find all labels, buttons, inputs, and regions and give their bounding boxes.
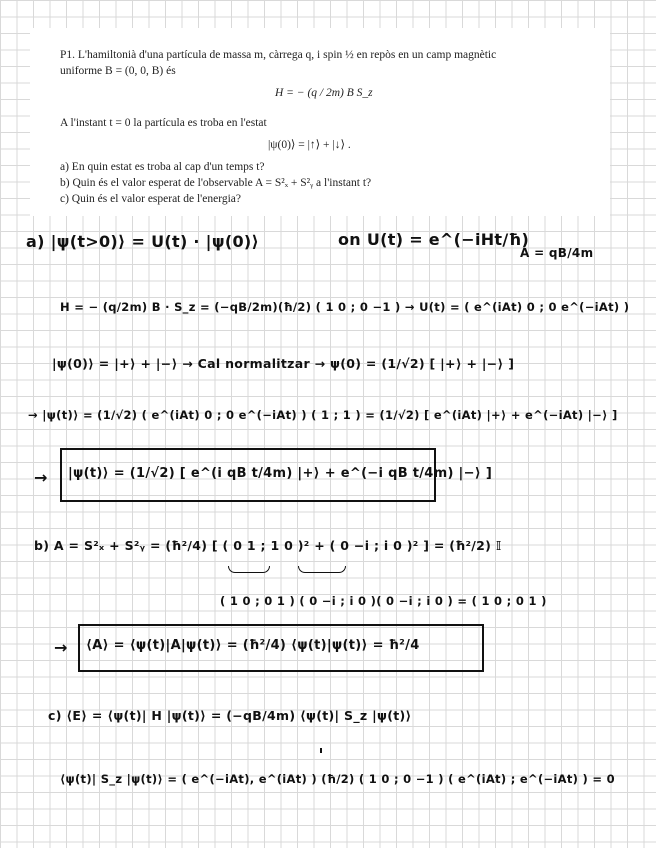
solution-a-on: on U(t) = e^(−iHt/ħ) xyxy=(338,230,530,249)
solution-c-line-1: c) ⟨E⟩ = ⟨ψ(t)| H |ψ(t)⟩ = (−qB/4m) ⟨ψ(t)| S_z |ψ(t)⟩ xyxy=(48,708,412,723)
question-a: a) En quin estat es troba al cap d'un temps t? xyxy=(60,161,265,173)
solution-a-line-3: |ψ(0)⟩ = |+⟩ + |−⟩ → Cal normalitzar → ψ(0) = (1/√2) [ |+⟩ + |−⟩ ] xyxy=(52,356,515,371)
solution-a-line-1: a) |ψ(t>0)⟩ = U(t) · |ψ(0)⟩ xyxy=(26,232,260,251)
solution-b-line-1: b) A = S²ₓ + S²ᵧ = (ħ²/4) [ ( 0 1 ; 1 0 )² + ( 0 −i ; i 0 )² ] = (ħ²/2) 𝕀 xyxy=(34,538,502,553)
brace-sigma-y xyxy=(298,566,346,573)
solution-a-line-2: H = − (q/2m) B · S_z = (−qB/2m)(ħ/2) ( 1 0 ; 0 −1 ) → U(t) = ( e^(iAt) 0 ; 0 e^(−iAt) ) xyxy=(60,300,630,314)
arrow-b-result: → xyxy=(54,638,68,657)
problem-line-3: A l'instant t = 0 la partícula es troba en l'estat xyxy=(60,117,267,129)
initial-state-equation: |ψ(0)⟩ = |↑⟩ + |↓⟩ . xyxy=(268,139,351,151)
problem-line-1: P1. L'hamiltonià d'una partícula de massa m, càrrega q, i spin ½ en repòs en un camp magnètic xyxy=(60,49,497,61)
boxed-result-a-text: |ψ(t)⟩ = (1/√2) [ e^(i qB t/4m) |+⟩ + e^(−i qB t/4m) |−⟩ ] xyxy=(68,466,493,481)
solution-b-line-2: ( 1 0 ; 0 1 ) ( 0 −i ; i 0 )( 0 −i ; i 0 ) = ( 1 0 ; 0 1 ) xyxy=(220,594,547,608)
solution-a-line-4: → |ψ(t)⟩ = (1/√2) ( e^(iAt) 0 ; 0 e^(−iAt) ) ( 1 ; 1 ) = (1/√2) [ e^(iAt) |+⟩ + e^(−iAt) |−⟩ ] xyxy=(28,408,618,422)
question-b: b) Quin és el valor esperat de l'observable A = S²ₓ + S²ᵧ a l'instant t? xyxy=(60,177,372,189)
solution-a-A-definition: A = qB/4m xyxy=(520,246,594,260)
arrow-a-result: → xyxy=(34,468,48,487)
problem-line-2: uniforme B = (0, 0, B) és xyxy=(60,65,176,77)
hamiltonian-equation: H = − (q / 2m) B S_z xyxy=(275,87,373,99)
solution-c-line-2: ⟨ψ(t)| S_z |ψ(t)⟩ = ( e^(−iAt), e^(iAt) ) (ħ/2) ( 1 0 ; 0 −1 ) ( e^(iAt) ; e^(−iAt) ) = 0 xyxy=(60,772,615,786)
problem-statement xyxy=(30,28,610,216)
boxed-result-b-text: ⟨A⟩ = ⟨ψ(t)|A|ψ(t)⟩ = (ħ²/4) ⟨ψ(t)|ψ(t)⟩ = ħ²/4 xyxy=(86,638,420,653)
pen-dot xyxy=(320,748,322,753)
question-c: c) Quin és el valor esperat de l'energia? xyxy=(60,193,241,205)
brace-sigma-x xyxy=(228,566,270,573)
